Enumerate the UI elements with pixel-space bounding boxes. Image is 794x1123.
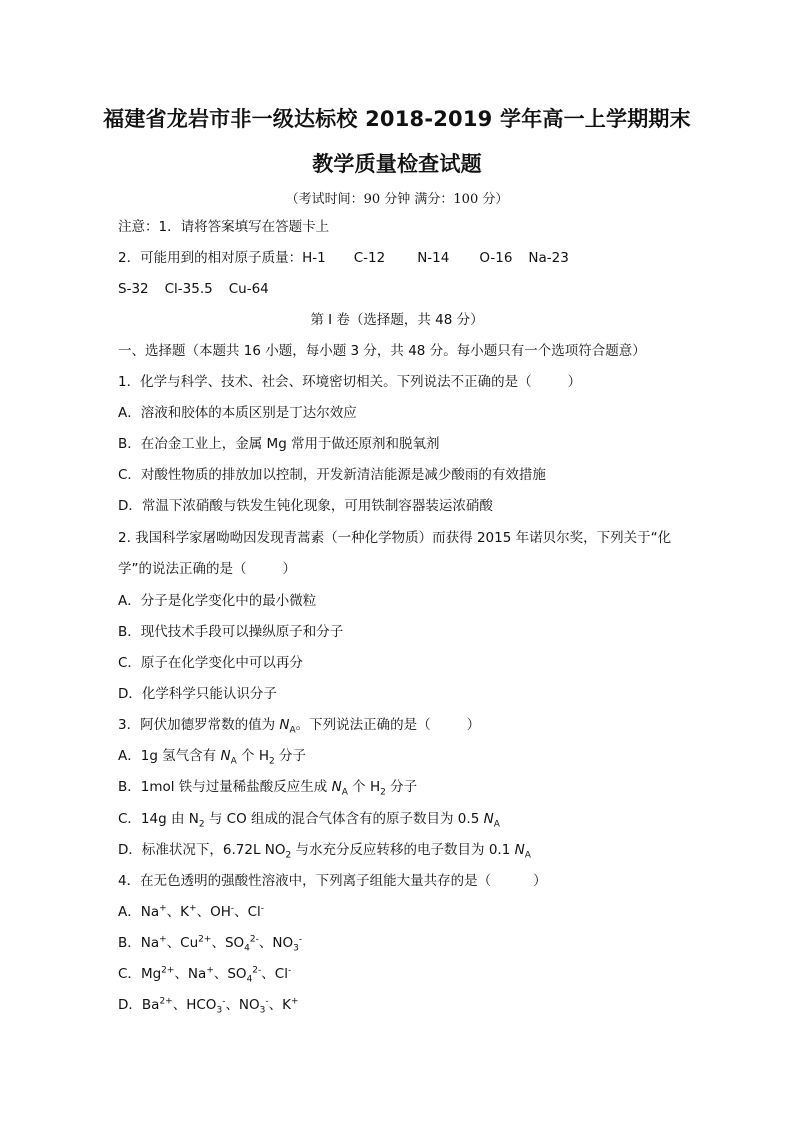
- option-b-text: B．1mol 铁与过量稀盐酸反应生成: [118, 779, 332, 795]
- avogadro-symbol: N: [514, 842, 525, 858]
- ion: 、NO: [225, 997, 260, 1013]
- question-2-option-a: A．分子是化学变化中的最小微粒: [118, 593, 317, 609]
- question-2-close: ）: [282, 561, 296, 577]
- note-2-prefix: 2．可能用到的相对原子质量：: [118, 250, 303, 266]
- h2-subscript: 2: [380, 787, 386, 798]
- exam-info: （考试时间：90 分钟 满分：100 分）: [285, 192, 509, 207]
- ion: 、K: [268, 997, 292, 1013]
- question-1-stem: [118, 373, 581, 391]
- charge: -: [287, 965, 292, 976]
- question-4-stem: [118, 872, 547, 890]
- question-1-option-a: A．溶液和胶体的本质区别是丁达尔效应: [118, 405, 357, 421]
- charge: 2-: [252, 965, 262, 976]
- charge: -: [222, 996, 226, 1007]
- ion: 、Cl: [234, 904, 261, 920]
- subscript: 4: [246, 974, 253, 985]
- avogadro-symbol: N: [483, 811, 494, 827]
- question-4-text: 4．在无色透明的强酸性溶液中，下列离子组能大量共存的是（: [118, 873, 492, 889]
- ion: 、K: [166, 904, 190, 920]
- question-1-close: ）: [567, 374, 582, 390]
- charge: -: [265, 996, 269, 1007]
- mass-c: C-12: [353, 250, 386, 266]
- ion: Ba: [141, 997, 160, 1013]
- h2-subscript: 2: [269, 756, 275, 767]
- avogadro-subscript: A: [230, 756, 237, 767]
- charge: 2+: [198, 934, 212, 945]
- charge: +: [159, 903, 167, 914]
- option-a-text: A．1g 氢气含有: [118, 748, 221, 764]
- mass-n: N-14: [417, 250, 450, 266]
- avogadro-symbol: N: [331, 779, 342, 795]
- question-3-text: 3．阿伏加德罗常数的值为: [118, 717, 280, 733]
- option-a-text-end: 分子: [274, 748, 307, 764]
- option-d-text: D．标准状况下，6.72L NO: [118, 842, 286, 858]
- option-c-text: C．14g 由 N: [118, 811, 199, 827]
- question-2-stem-line-2: [118, 560, 296, 578]
- question-2-option-c: C．原子在化学变化中可以再分: [118, 655, 303, 671]
- option-letter: B．: [118, 935, 141, 951]
- subscript: 3: [293, 943, 299, 954]
- charge: +: [159, 934, 167, 945]
- charge: -: [230, 903, 235, 914]
- ion: 、OH: [196, 904, 231, 920]
- charge: -: [298, 934, 303, 945]
- question-2-option-b: B．现代技术手段可以操纵原子和分子: [118, 624, 344, 640]
- ion: 、SO: [211, 935, 245, 951]
- subscript: 4: [244, 943, 250, 954]
- ion: 、SO: [213, 966, 247, 982]
- question-1-option-b: B．在冶金工业上，金属 Mg 常用于做还原剂和脱氧剂: [118, 436, 440, 452]
- question-1-text: 1．化学与科学、技术、社会、环境密切相关。下列说法不正确的是（: [118, 374, 532, 390]
- title-line-1: 福建省龙岩市非一级达标校 2018-2019 学年高一上学期期末: [103, 107, 691, 131]
- question-4-option-c: [118, 965, 291, 983]
- mass-cu: Cu-64: [228, 281, 269, 297]
- ion: 、NO: [258, 935, 294, 951]
- charge: +: [206, 965, 214, 976]
- avogadro-symbol: N: [279, 717, 290, 733]
- question-3-option-a: [118, 747, 306, 765]
- question-4-option-d: [118, 996, 299, 1014]
- avogadro-subscript: A: [289, 725, 296, 736]
- ion: Mg: [140, 966, 162, 982]
- subscript: 3: [259, 1005, 266, 1016]
- question-4-option-b: [118, 934, 302, 952]
- mass-cl: Cl-35.5: [164, 281, 213, 297]
- question-2-text: 学”的说法正确的是（: [118, 561, 247, 577]
- ion: 、Na: [174, 966, 207, 982]
- question-3-option-b: [118, 778, 417, 796]
- no2-subscript: 2: [285, 850, 292, 861]
- mass-h: H-1: [302, 250, 326, 266]
- mass-na: Na-23: [528, 250, 569, 266]
- question-3-option-d: [118, 841, 531, 859]
- question-1-option-d: D．常温下浓硝酸与铁发生钝化现象，可用铁制容器装运浓硝酸: [118, 498, 493, 514]
- section-instructions: 一、选择题（本题共 16 小题，每小题 3 分，共 48 分。每小题只有一个选项符合题意）: [118, 343, 646, 359]
- ion: Na: [140, 904, 160, 920]
- option-c-text-mid: 与 CO 组成的混合气体含有的原子数目为 0.5: [204, 811, 484, 827]
- avogadro-subscript: A: [524, 850, 531, 861]
- option-d-text-mid: 与水充分反应转移的电子数目为 0.1: [291, 842, 515, 858]
- charge: 2+: [161, 965, 175, 976]
- question-3-text-post: 。下列说法正确的是（: [295, 717, 431, 733]
- ion: 、Cl: [261, 966, 288, 982]
- note-1: 注意：1．请将答案填写在答题卡上: [118, 219, 330, 235]
- charge: 2+: [159, 996, 173, 1007]
- charge: -: [260, 903, 265, 914]
- option-letter: C．: [118, 966, 141, 982]
- note-2-continued: [118, 280, 269, 298]
- n2-subscript: 2: [198, 819, 205, 830]
- avogadro-subscript: A: [493, 819, 500, 830]
- option-b-text-end: 分子: [385, 779, 418, 795]
- question-3-option-c: [118, 810, 500, 828]
- volume-title: 第 I 卷（选择题，共 48 分）: [310, 312, 484, 328]
- avogadro-subscript: A: [341, 787, 348, 798]
- ion: 、HCO: [172, 997, 217, 1013]
- option-letter: A．: [118, 904, 141, 920]
- question-4-option-a: [118, 903, 264, 921]
- title-line-2: 教学质量检查试题: [312, 152, 482, 176]
- ion: Na: [140, 935, 160, 951]
- option-b-text-post: 个 H: [347, 779, 381, 795]
- avogadro-symbol: N: [220, 748, 231, 764]
- question-2-option-d: D．化学科学只能认识分子: [118, 686, 277, 702]
- question-2-stem-line-1: 2. 我国科学家屠呦呦因发现青蒿素（一种化学物质）而获得 2015 年诺贝尔奖，下列关于“化: [118, 530, 672, 546]
- ion: 、Cu: [166, 935, 199, 951]
- question-4-close: ）: [533, 873, 547, 889]
- question-3-stem: [118, 716, 480, 734]
- charge: +: [291, 996, 299, 1007]
- subscript: 3: [216, 1005, 223, 1016]
- mass-s: S-32: [118, 281, 149, 297]
- question-3-close: ）: [466, 717, 481, 733]
- mass-o: O-16: [479, 250, 513, 266]
- question-1-option-c: C．对酸性物质的排放加以控制，开发新清洁能源是减少酸雨的有效措施: [118, 467, 546, 483]
- note-2: [118, 249, 569, 267]
- charge: 2-: [249, 934, 259, 945]
- charge: +: [189, 903, 197, 914]
- option-a-text-post: 个 H: [236, 748, 269, 764]
- option-letter: D．: [118, 997, 142, 1013]
